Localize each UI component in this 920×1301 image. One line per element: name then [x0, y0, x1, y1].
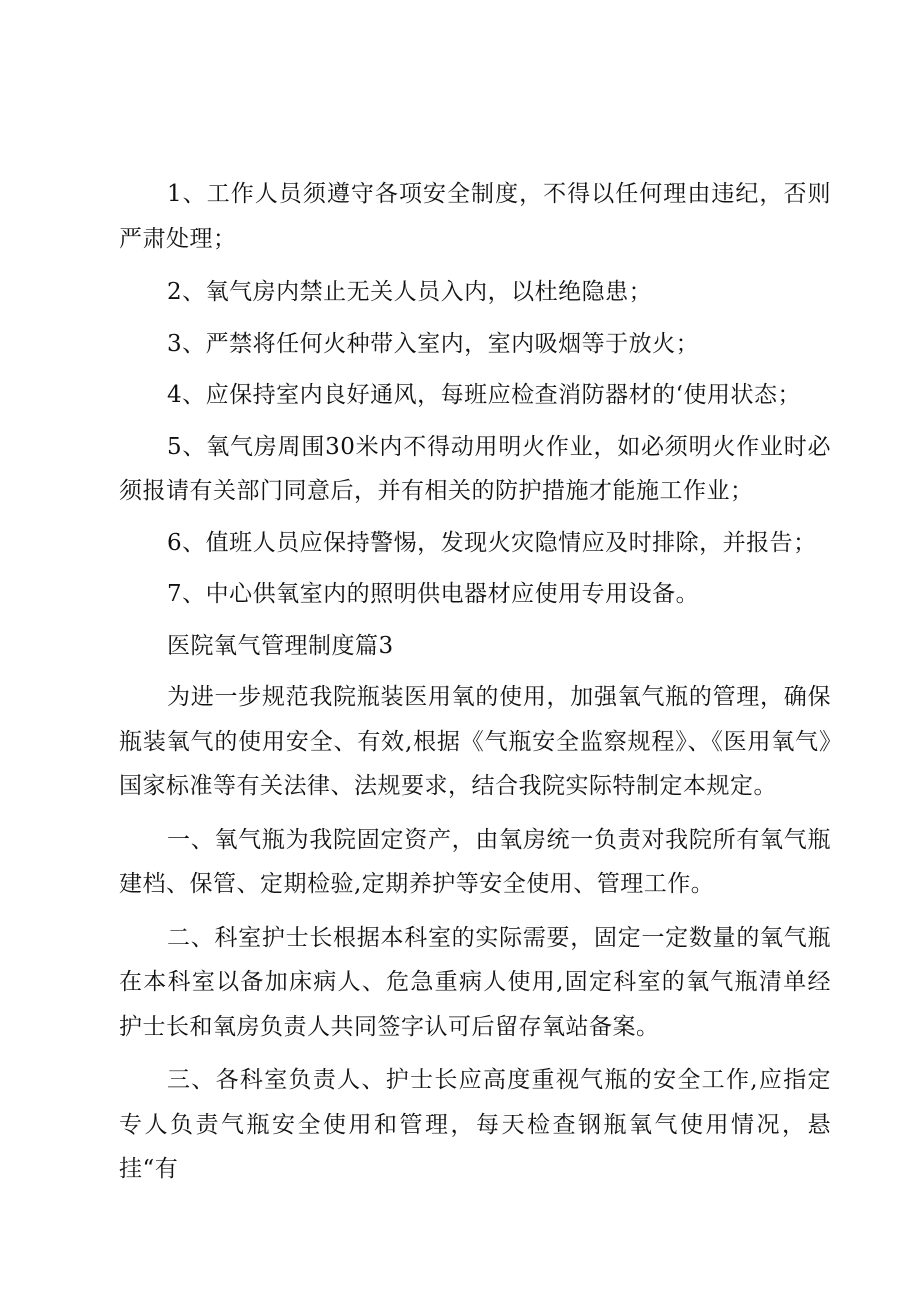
paragraph-item-3: 三、各科室负责人、护士长应高度重视气瓶的安全工作,应指定专人负责气瓶安全使用和管理，每天检查钢瓶氧气使用情况，悬挂“有	[119, 1067, 831, 1182]
paragraph-rule-4: 4、应保持室内良好通风，每班应检查消防器材的‘使用状态；	[167, 382, 801, 408]
paragraph-intro: 为进一步规范我院瓶装医用氧的使用，加强氧气瓶的管理，确保瓶装氧气的使用安全、有效,根据《气瓶安全监察规程》、《医用氧气》国家标准等有关法律、法规要求，结合我院实际特制定本规定。	[119, 684, 831, 799]
paragraph-rule-6: 6、值班人员应保持警惕，发现火灾隐情应及时排除，并报告；	[167, 529, 817, 556]
document-body	[119, 172, 831, 1201]
paragraph-rule-5: 5、氧气房周围30米内不得动用明火作业，如必须明火作业时必须报请有关部门同意后，并有相关的防护措施才能施工作业；	[119, 433, 831, 504]
paragraph-rule-3: 3、严禁将任何火种带入室内，室内吸烟等于放火；	[167, 330, 700, 357]
paragraph-item-2: 二、科室护士长根据本科室的实际需要，固定一定数量的氧气瓶在本科室以备加床病人、危急重病人使用,固定科室的氧气瓶清单经护士长和氧房负责人共同签字认可后留存氧站备案。	[119, 924, 831, 1040]
section-heading: 医院氧气管理制度篇3	[167, 632, 394, 659]
paragraph-rule-1: 1、工作人员须遵守各项安全制度，不得以任何理由违纪，否则严肃处理；	[119, 181, 831, 252]
paragraph-rule-7: 7、中心供氧室内的照明供电器材应使用专用设备。	[167, 581, 700, 607]
paragraph-rule-2: 2、氧气房内禁止无关人员入内，以杜绝隐患；	[167, 279, 653, 305]
paragraph-item-1: 一、氧气瓶为我院固定资产，由氧房统一负责对我院所有氧气瓶建档、保管、定期检验,定期养护等安全使用、管理工作。	[119, 826, 831, 897]
